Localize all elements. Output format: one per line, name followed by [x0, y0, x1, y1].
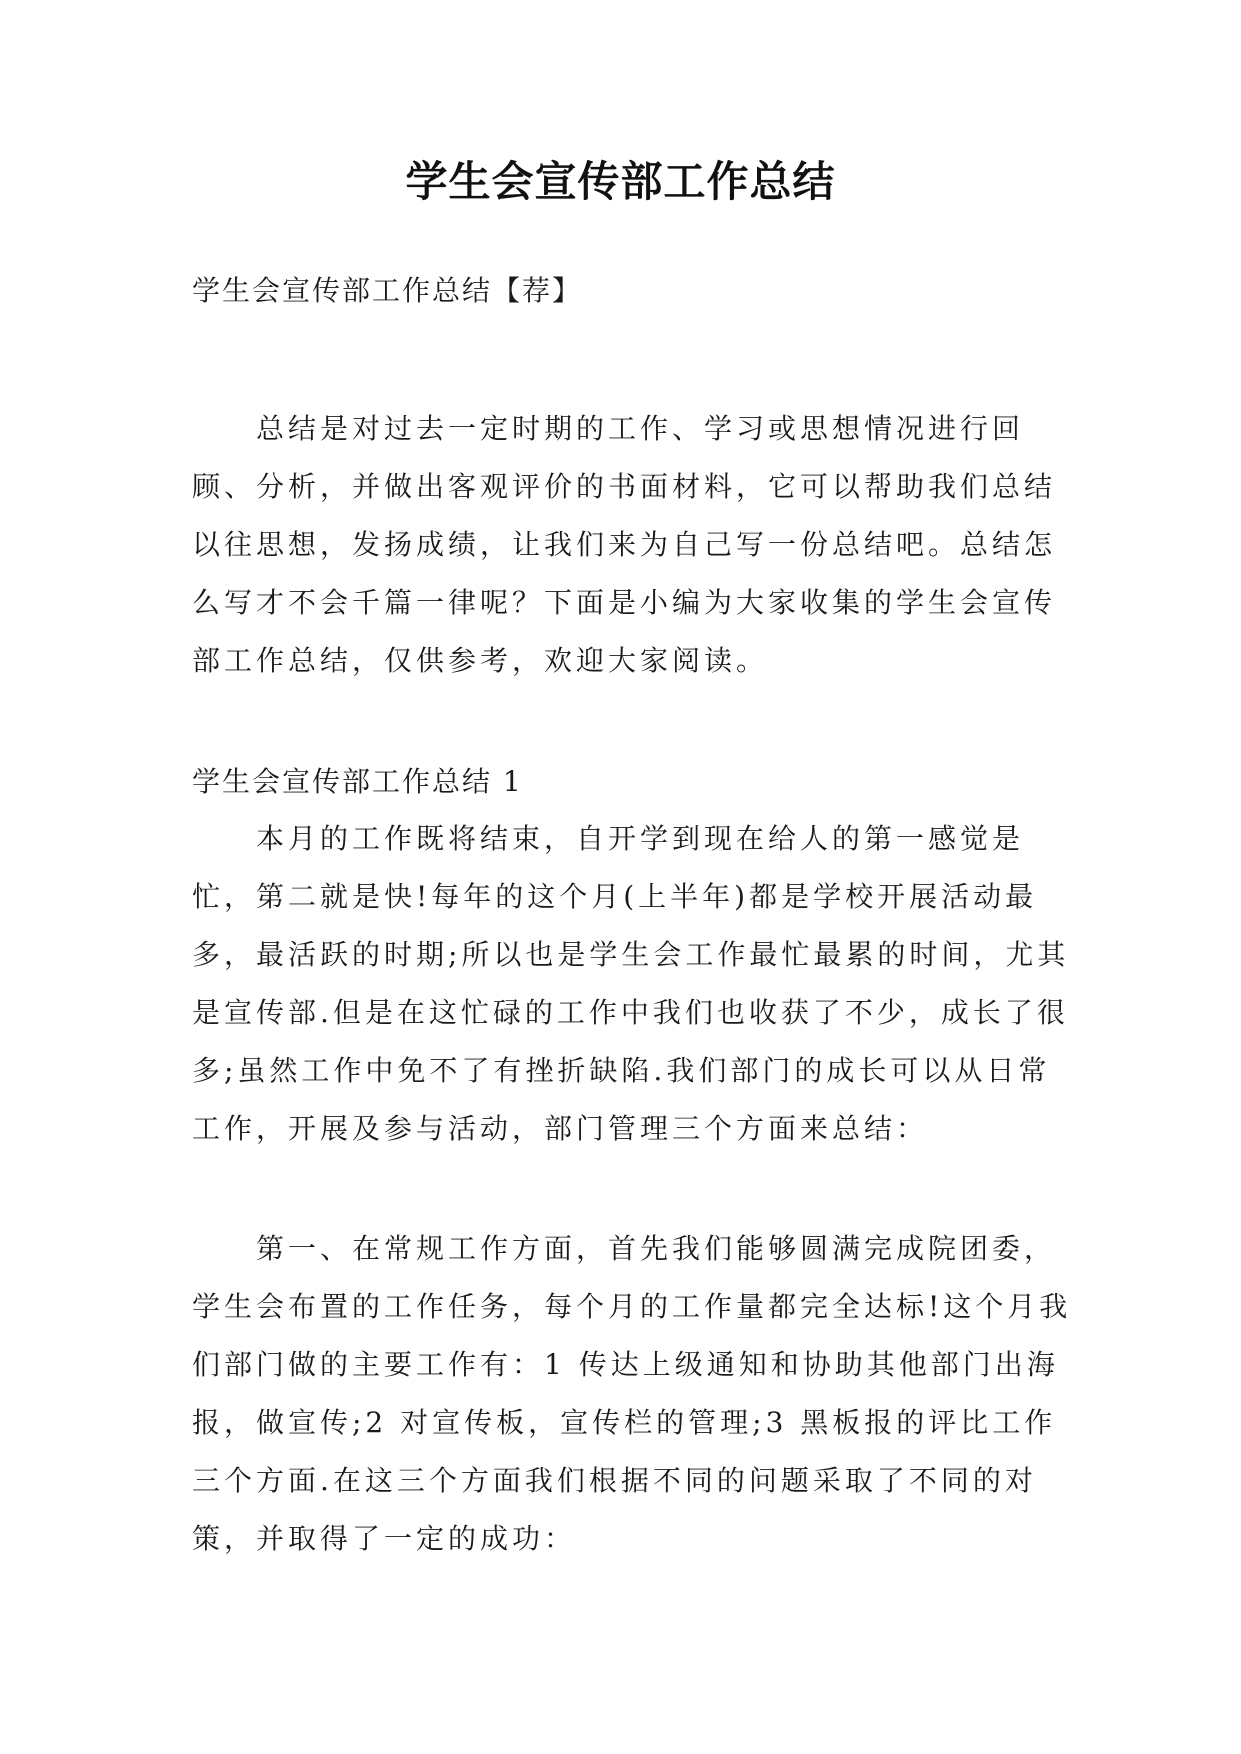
body-paragraph-2: 第一、在常规工作方面，首先我们能够圆满完成院团委，学生会布置的工作任务，每个月的工作量都完全达标!这个月我们部门做的主要工作有：1 传达上级通知和协助其他部门出海报，做宣传;2 对宣传板，宣传栏的管理;3 黑板报的评比工作三个方面.在这三个方面我们根据不同的问题采取了不同的对策，并取得了一定的成功：	[192, 1232, 1072, 1555]
document-subtitle: 学生会宣传部工作总结【荐】	[192, 274, 583, 307]
intro-paragraph: 总结是对过去一定时期的工作、学习或思想情况进行回顾、分析，并做出客观评价的书面材料，它可以帮助我们总结以往思想，发扬成绩，让我们来为自己写一份总结吧。总结怎么写才不会千篇一律呢？下面是小编为大家收集的学生会宣传部工作总结，仅供参考，欢迎大家阅读。	[192, 412, 1057, 677]
body-paragraph-1: 本月的工作既将结束，自开学到现在给人的第一感觉是忙，第二就是快!每年的这个月(上半年)都是学校开展活动最多，最活跃的时期;所以也是学生会工作最忙最累的时间，尤其是宣传部.但是在这忙碌的工作中我们也收获了不少，成长了很多;虽然工作中免不了有挫折缺陷.我们部门的成长可以从日常工作，开展及参与活动，部门管理三个方面来总结：	[192, 822, 1070, 1145]
document-title: 学生会宣传部工作总结	[405, 157, 836, 206]
section-heading: 学生会宣传部工作总结 1	[192, 765, 523, 798]
